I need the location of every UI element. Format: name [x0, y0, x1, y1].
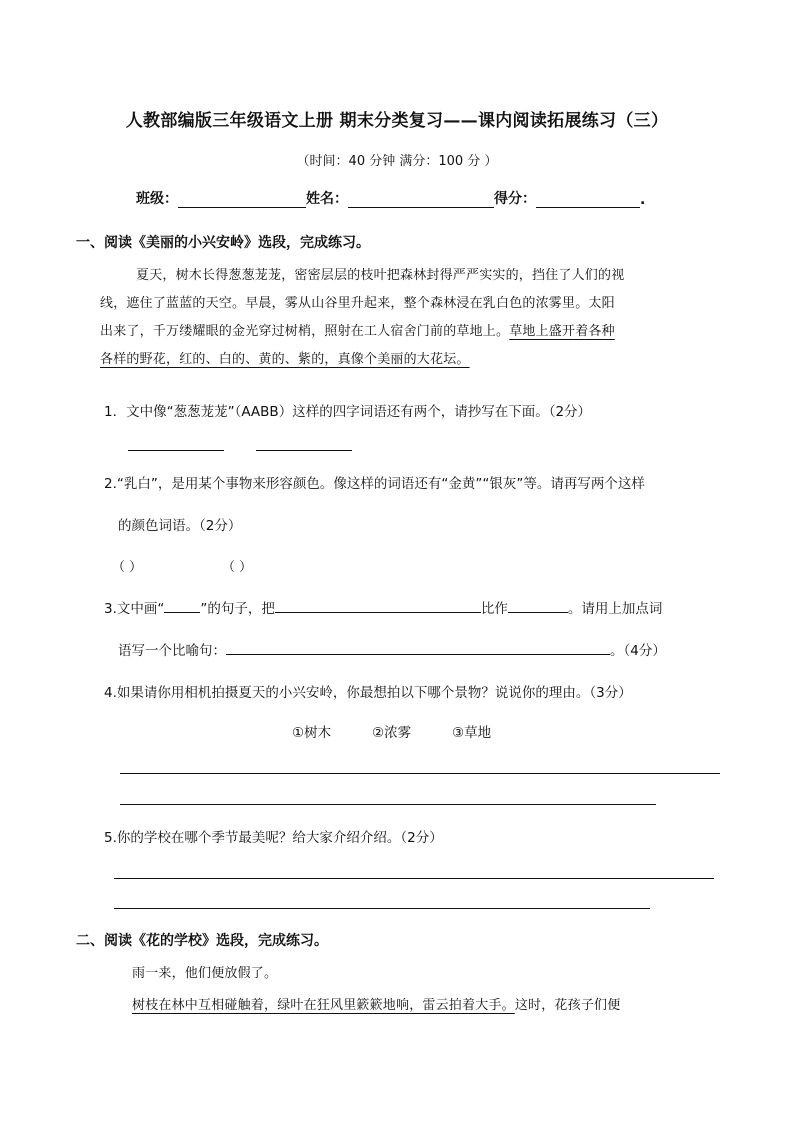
section2-passage-line2	[132, 992, 620, 1020]
underlined-sentence-part1: 草地上盛开着各种	[509, 324, 615, 339]
q3-text-a: 3.文中画“	[104, 601, 165, 617]
question-3-line2	[118, 639, 666, 659]
section1-heading: 一、阅读《美丽的小兴安岭》选段，完成练习。	[76, 235, 370, 251]
q3-line2-text-a: 语写一个比喻句：	[118, 643, 226, 659]
q4-option-1[interactable]: ①树木	[292, 725, 332, 741]
q3-text-d: 。请用上加点词	[567, 601, 663, 617]
score-end-mark: .	[640, 192, 646, 208]
section1-passage-line3	[100, 318, 615, 346]
name-blank[interactable]	[348, 191, 494, 208]
question-2-line1: 2.“乳白”，是用某个事物来形容颜色。像这样的词语还有“金黄”“银灰”等。请再写两个这样	[104, 476, 645, 492]
section2-underlined-sentence: 树枝在林中互相碰触着，绿叶在狂风里簌簌地响，雷云拍着大手。	[132, 998, 515, 1013]
q3-simile-blank[interactable]	[226, 640, 610, 655]
q3-object-blank[interactable]	[508, 598, 568, 613]
q3-subject-blank[interactable]	[275, 598, 481, 613]
q1-answer-blank-1[interactable]	[128, 450, 224, 451]
class-label: 班级：	[136, 191, 178, 207]
q3-mark-blank[interactable]	[164, 598, 200, 613]
student-info-row	[136, 188, 645, 208]
name-label: 姓名：	[306, 191, 348, 207]
page-title: 人教部编版三年级语文上册 期末分类复习——课内阅读拓展练习（三）	[125, 111, 669, 131]
q2-answer-parens-2[interactable]: （ ）	[222, 560, 253, 575]
q4-answer-line-2[interactable]	[120, 804, 656, 805]
q4-option-2[interactable]: ②浓雾	[372, 725, 412, 741]
score-label: 得分：	[494, 191, 536, 207]
q3-text-c: 比作	[480, 601, 508, 617]
exam-info: （时间：40 分钟 满分：100 分 ）	[296, 154, 498, 169]
q5-answer-line-2[interactable]	[114, 908, 650, 909]
question-4: 4.如果请你用相机拍摄夏天的小兴安岭，你最想拍以下哪个景物？说说你的理由。（3分）	[104, 685, 632, 701]
q3-text-b: ”的句子，把	[200, 601, 275, 617]
q2-answer-parens-1[interactable]: （ ）	[112, 560, 143, 575]
section1-passage-line2: 线，遮住了蓝蓝的天空。早晨，雾从山谷里升起来，整个森林浸在乳白色的浓雾里。太阳	[100, 296, 615, 311]
section1-passage-line1: 夏天，树木长得葱葱茏茏，密密层层的枝叶把森林封得严严实实的，挡住了人们的视	[136, 268, 625, 283]
q3-line2-text-b: 。（4分）	[610, 643, 666, 659]
question-3-line1	[104, 597, 662, 617]
q5-answer-line-1[interactable]	[114, 878, 714, 879]
q1-answer-blank-2[interactable]	[256, 450, 352, 451]
score-blank[interactable]	[536, 191, 640, 208]
section2-passage-continuation: 这时，花孩子们便	[514, 998, 621, 1013]
section2-heading: 二、阅读《花的学校》选段，完成练习。	[76, 933, 328, 949]
q4-option-3[interactable]: ③草地	[452, 725, 492, 741]
underlined-sentence-part2: 各样的野花，红的、白的、黄的、紫的，真像个美丽的大花坛。	[100, 352, 470, 367]
question-1: 1．文中像“葱葱茏茏”（AABB）这样的四字词语还有两个，请抄写在下面。（2分）	[104, 404, 592, 420]
class-blank[interactable]	[178, 191, 306, 208]
question-5: 5.你的学校在哪个季节最美呢？给大家介绍介绍。（2分）	[104, 830, 443, 846]
section2-passage-line1: 雨一来，他们便放假了。	[132, 966, 278, 981]
q4-answer-line-1[interactable]	[120, 773, 720, 774]
question-2-line2: 的颜色词语。（2分）	[118, 518, 242, 534]
passage-line3-plain: 出来了，千万缕耀眼的金光穿过树梢，照射在工人宿舍门前的草地上。	[100, 324, 510, 339]
